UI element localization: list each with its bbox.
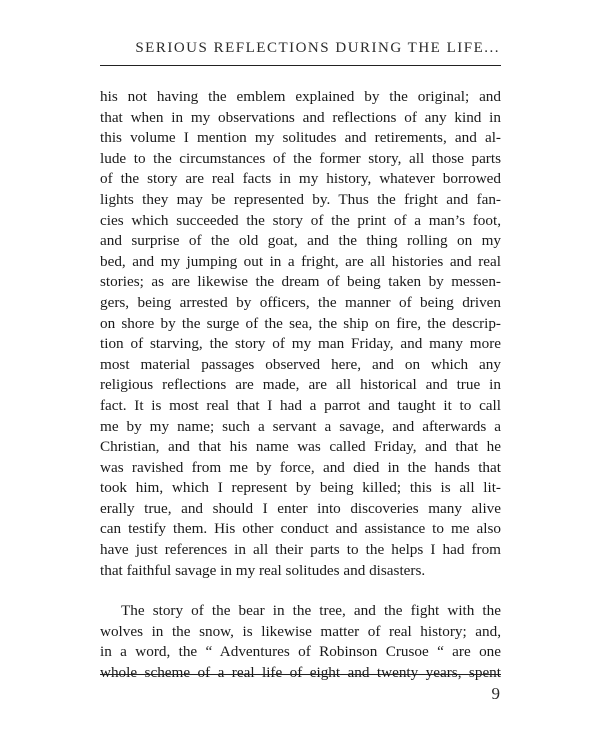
text-line: bed, and my jumping out in a fright, are all histories and real	[100, 252, 501, 270]
paragraph-gap	[100, 581, 501, 601]
text-line: whole scheme of a real life of eight and twenty years, spent	[100, 664, 501, 682]
text-line: lights they may be represented by. Thus the fright and fan-	[100, 190, 501, 208]
paragraph-2	[100, 601, 501, 683]
text-line: have just references in all their parts to the helps I had from	[100, 541, 501, 559]
text-line: his not having the emblem explained by the original; and	[100, 88, 501, 105]
paragraph-1	[100, 87, 501, 581]
text-line: wolves in the snow, is likewise matter of real history; and,	[100, 622, 501, 640]
running-header-title: SERIOUS REFLECTIONS DURING THE LIFE...	[135, 40, 500, 56]
text-line: and surprise of the old goat, and the thing rolling on my	[100, 232, 501, 250]
text-line: religious reflections are made, are all historical and true in	[100, 376, 501, 394]
text-line: erally true, and should I enter into discoveries many alive	[100, 499, 501, 517]
body-text	[100, 87, 501, 684]
text-line: that when in my observations and reflections of any kind in	[100, 108, 501, 126]
text-line: lude to the circumstances of the former story, all those parts	[100, 149, 501, 167]
footer-divider	[100, 674, 501, 675]
text-line: tion of starving, the story of my man Friday, and many more	[100, 335, 501, 353]
text-line: gers, being arrested by officers, the manner of being driven	[100, 293, 501, 311]
text-line: that faithful savage in my real solitudes and disasters.	[100, 561, 426, 579]
text-line: of the story are real facts in my history, whatever borrowed	[100, 170, 501, 188]
text-line: The story of the bear in the tree, and the fight with the	[121, 602, 501, 620]
text-line: in a word, the “ Adventures of Robinson Crusoe “ are one	[100, 643, 501, 661]
text-line: on shore by the surge of the sea, the ship on fire, the descrip-	[100, 314, 501, 332]
text-line: was ravished from me by force, and died in the hands that	[100, 458, 501, 476]
text-line: cies which succeeded the story of the print of a man’s foot,	[100, 211, 501, 229]
text-line: took him, which I represent by being killed; this is all lit-	[100, 479, 501, 497]
text-line: Christian, and that his name was called Friday, and that he	[100, 438, 501, 456]
text-line: this volume I mention my solitudes and retirements, and al-	[100, 129, 501, 147]
text-line: most material passages observed here, and on which any	[100, 355, 501, 373]
text-line: stories; as are likewise the dream of being taken by messen-	[100, 273, 501, 291]
text-line: me by my name; such a servant a savage, and afterwards a	[100, 417, 501, 435]
text-line: fact. It is most real that I had a parrot and taught it to call	[100, 396, 501, 414]
page-number: 9	[491, 684, 500, 703]
header-divider	[100, 65, 501, 66]
text-line: can testify them. His other conduct and assistance to me also	[100, 520, 501, 538]
